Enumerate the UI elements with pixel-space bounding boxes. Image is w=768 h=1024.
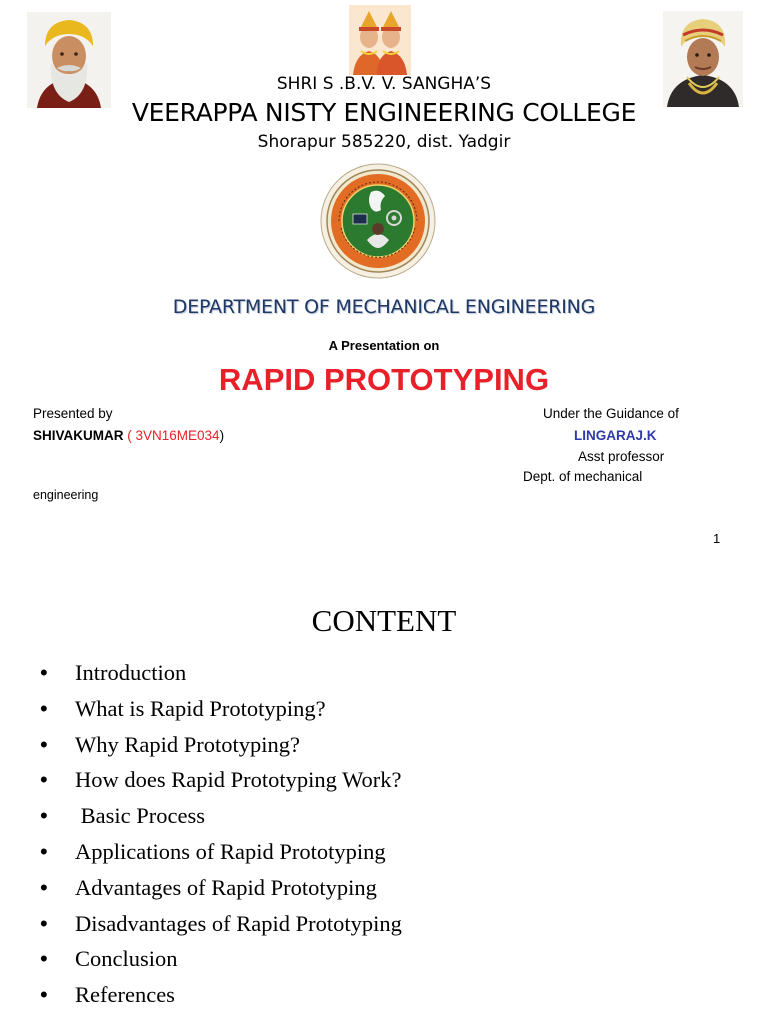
department-name: DEPARTMENT OF MECHANICAL ENGINEERING — [172, 296, 596, 318]
content-list — [40, 658, 402, 1016]
list-item: • Basic Process — [40, 801, 402, 837]
presented-by-label: Presented by — [33, 406, 113, 421]
guide-designation: Asst professor — [578, 449, 665, 464]
bullet-icon: • — [40, 874, 48, 900]
deity-portrait-icon — [349, 5, 411, 75]
list-item: • How does Rapid Prototyping Work? — [40, 765, 402, 801]
college-address: Shorapur 585220, dist. Yadgir — [257, 132, 511, 152]
bullet-icon: • — [40, 731, 48, 757]
presenter-usn: 3VN16ME034 — [135, 428, 220, 443]
list-item: • Applications of Rapid Prototyping — [40, 837, 402, 873]
list-item: • Why Rapid Prototyping? — [40, 730, 402, 766]
content-title: CONTENT — [311, 603, 457, 638]
page-number: 1 — [713, 531, 721, 546]
bullet-icon: • — [40, 910, 48, 936]
guidance-label: Under the Guidance of — [543, 406, 679, 421]
list-item: • Introduction — [40, 658, 402, 694]
presenter-name: SHIVAKUMAR — [33, 428, 124, 443]
guide-name: LINGARAJ.K — [574, 428, 657, 443]
list-item: • What is Rapid Prototyping? — [40, 694, 402, 730]
list-item: • Conclusion — [40, 944, 402, 980]
vtu-logo-icon — [319, 162, 437, 280]
list-item: • Advantages of Rapid Prototyping — [40, 873, 402, 909]
presenter-line — [33, 428, 224, 443]
college-name: VEERAPPA NISTY ENGINEERING COLLEGE — [131, 98, 637, 127]
bullet-icon: • — [40, 946, 48, 972]
bullet-icon: • — [40, 838, 48, 864]
presentation-title: RAPID PROTOTYPING — [218, 362, 550, 397]
presenter-id-close: ) — [219, 428, 225, 443]
sangha-name: SHRI S .B.V. V. SANGHA’S — [276, 74, 492, 94]
bullet-icon: • — [40, 982, 48, 1008]
guide-dept-line2: engineering — [33, 488, 99, 502]
list-item: • Disadvantages of Rapid Prototyping — [40, 909, 402, 945]
presenter-id-open: ( — [123, 428, 136, 443]
guide-dept-line1: Dept. of mechanical — [523, 469, 643, 484]
list-item: • References — [40, 980, 402, 1016]
bullet-icon: • — [40, 803, 48, 829]
bullet-icon: • — [40, 767, 48, 793]
bullet-icon: • — [40, 695, 48, 721]
bullet-icon: • — [40, 660, 48, 685]
presentation-intro: A Presentation on — [328, 338, 440, 353]
